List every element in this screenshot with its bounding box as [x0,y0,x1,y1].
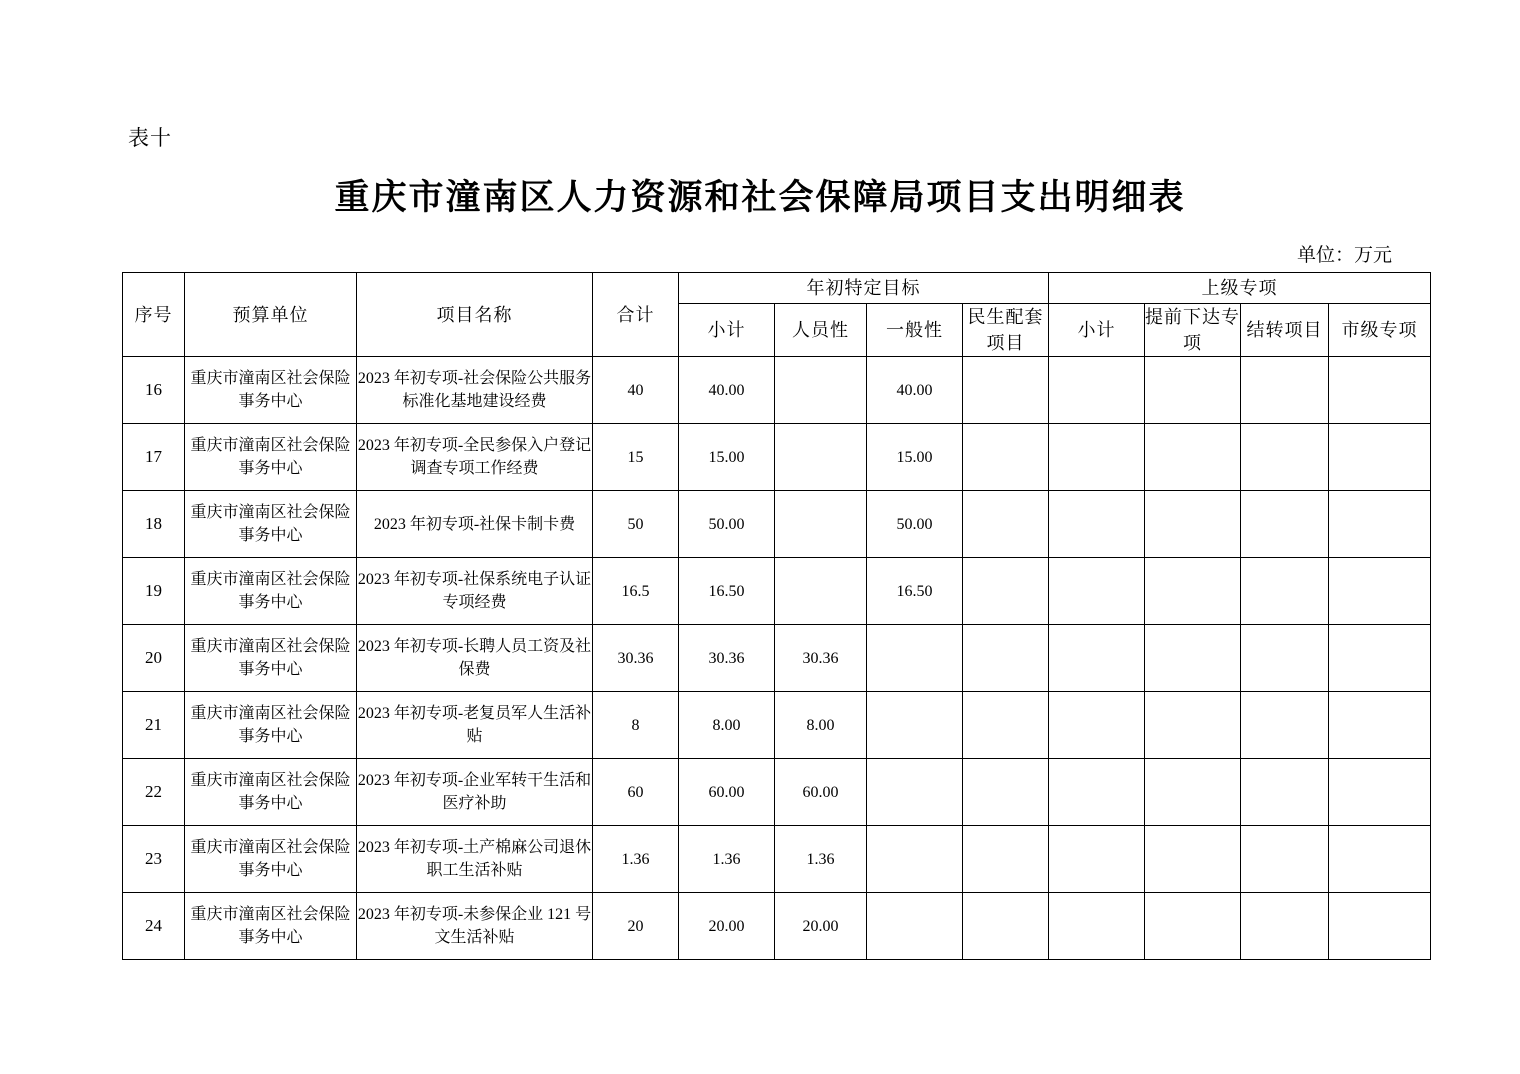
column-header-project-name: 项目名称 [357,273,593,357]
cell-advance-issued [1145,893,1241,960]
cell-total: 50 [593,491,679,558]
cell-advance-issued [1145,692,1241,759]
cell-budget-unit: 重庆市潼南区社会保险事务中心 [185,491,357,558]
cell-subtotal-a: 50.00 [679,491,775,558]
table-body [123,357,1431,960]
cell-city-special [1329,357,1431,424]
cell-personnel: 8.00 [775,692,867,759]
cell-project-name: 2023 年初专项-长聘人员工资及社保费 [357,625,593,692]
cell-subtotal-a: 20.00 [679,893,775,960]
cell-carryover [1241,625,1329,692]
cell-index: 19 [123,558,185,625]
cell-subtotal-b [1049,625,1145,692]
cell-advance-issued [1145,558,1241,625]
cell-city-special [1329,491,1431,558]
cell-budget-unit: 重庆市潼南区社会保险事务中心 [185,357,357,424]
cell-project-name: 2023 年初专项-社保卡制卡费 [357,491,593,558]
cell-budget-unit: 重庆市潼南区社会保险事务中心 [185,893,357,960]
table-label: 表十 [128,126,172,150]
cell-personnel [775,558,867,625]
cell-general: 50.00 [867,491,963,558]
cell-project-name: 2023 年初专项-企业军转干生活和医疗补助 [357,759,593,826]
column-header-city-special: 市级专项 [1329,304,1431,357]
column-header-subtotal-a: 小计 [679,304,775,357]
cell-index: 18 [123,491,185,558]
cell-personnel [775,491,867,558]
cell-index: 24 [123,893,185,960]
column-header-personnel: 人员性 [775,304,867,357]
cell-advance-issued [1145,491,1241,558]
column-header-general: 一般性 [867,304,963,357]
cell-subtotal-a: 30.36 [679,625,775,692]
cell-personnel [775,357,867,424]
column-header-minsheng: 民生配套项目 [963,304,1049,357]
table-row [123,491,1431,558]
table-row [123,759,1431,826]
cell-personnel: 60.00 [775,759,867,826]
cell-city-special [1329,826,1431,893]
cell-carryover [1241,692,1329,759]
cell-general: 15.00 [867,424,963,491]
cell-subtotal-b [1049,558,1145,625]
cell-total: 8 [593,692,679,759]
cell-advance-issued [1145,826,1241,893]
column-group-header-early-target: 年初特定目标 [679,273,1049,304]
cell-project-name: 2023 年初专项-土产棉麻公司退休职工生活补贴 [357,826,593,893]
cell-index: 23 [123,826,185,893]
column-header-budget-unit: 预算单位 [185,273,357,357]
cell-carryover [1241,558,1329,625]
cell-minsheng [963,357,1049,424]
cell-general: 16.50 [867,558,963,625]
cell-total: 20 [593,893,679,960]
cell-minsheng [963,826,1049,893]
cell-budget-unit: 重庆市潼南区社会保险事务中心 [185,558,357,625]
cell-city-special [1329,893,1431,960]
table-row [123,558,1431,625]
cell-minsheng [963,893,1049,960]
cell-minsheng [963,558,1049,625]
cell-subtotal-b [1049,692,1145,759]
cell-personnel: 30.36 [775,625,867,692]
cell-advance-issued [1145,625,1241,692]
cell-subtotal-b [1049,491,1145,558]
table-row [123,826,1431,893]
cell-general [867,893,963,960]
table-header [123,273,1431,357]
cell-total: 16.5 [593,558,679,625]
cell-index: 17 [123,424,185,491]
cell-subtotal-a: 16.50 [679,558,775,625]
cell-subtotal-b [1049,424,1145,491]
page-title: 重庆市潼南区人力资源和社会保障局项目支出明细表 [334,178,1186,217]
cell-subtotal-b [1049,357,1145,424]
cell-personnel: 20.00 [775,893,867,960]
cell-budget-unit: 重庆市潼南区社会保险事务中心 [185,692,357,759]
cell-budget-unit: 重庆市潼南区社会保险事务中心 [185,424,357,491]
table-row [123,357,1431,424]
cell-general [867,692,963,759]
cell-personnel: 1.36 [775,826,867,893]
cell-budget-unit: 重庆市潼南区社会保险事务中心 [185,759,357,826]
cell-advance-issued [1145,357,1241,424]
cell-carryover [1241,893,1329,960]
cell-total: 1.36 [593,826,679,893]
cell-city-special [1329,625,1431,692]
column-header-carryover: 结转项目 [1241,304,1329,357]
cell-subtotal-a: 40.00 [679,357,775,424]
cell-personnel [775,424,867,491]
column-header-subtotal-b: 小计 [1049,304,1145,357]
unit-note: 单位：万元 [1296,245,1392,266]
cell-subtotal-a: 15.00 [679,424,775,491]
cell-project-name: 2023 年初专项-全民参保入户登记调查专项工作经费 [357,424,593,491]
cell-budget-unit: 重庆市潼南区社会保险事务中心 [185,826,357,893]
cell-city-special [1329,558,1431,625]
cell-subtotal-a: 8.00 [679,692,775,759]
cell-total: 15 [593,424,679,491]
cell-carryover [1241,759,1329,826]
cell-city-special [1329,424,1431,491]
cell-subtotal-a: 1.36 [679,826,775,893]
cell-general [867,759,963,826]
cell-total: 30.36 [593,625,679,692]
cell-carryover [1241,424,1329,491]
cell-budget-unit: 重庆市潼南区社会保险事务中心 [185,625,357,692]
cell-general [867,826,963,893]
column-group-header-upper-special: 上级专项 [1049,273,1431,304]
column-header-index: 序号 [123,273,185,357]
cell-project-name: 2023 年初专项-未参保企业 121 号文生活补贴 [357,893,593,960]
table-row [123,893,1431,960]
cell-total: 60 [593,759,679,826]
cell-city-special [1329,692,1431,759]
cell-project-name: 2023 年初专项-老复员军人生活补贴 [357,692,593,759]
cell-project-name: 2023 年初专项-社会保险公共服务标准化基地建设经费 [357,357,593,424]
cell-project-name: 2023 年初专项-社保系统电子认证专项经费 [357,558,593,625]
cell-index: 21 [123,692,185,759]
cell-minsheng [963,491,1049,558]
cell-minsheng [963,692,1049,759]
table-row [123,625,1431,692]
cell-subtotal-a: 60.00 [679,759,775,826]
cell-index: 22 [123,759,185,826]
table-row [123,692,1431,759]
column-header-total: 合计 [593,273,679,357]
expenditure-detail-table [122,272,1431,960]
cell-carryover [1241,491,1329,558]
cell-total: 40 [593,357,679,424]
cell-index: 16 [123,357,185,424]
table-row [123,424,1431,491]
cell-subtotal-b [1049,759,1145,826]
cell-minsheng [963,759,1049,826]
cell-minsheng [963,625,1049,692]
cell-advance-issued [1145,424,1241,491]
column-header-advance-issued: 提前下达专项 [1145,304,1241,357]
cell-subtotal-b [1049,826,1145,893]
cell-advance-issued [1145,759,1241,826]
cell-index: 20 [123,625,185,692]
cell-general: 40.00 [867,357,963,424]
cell-carryover [1241,826,1329,893]
cell-subtotal-b [1049,893,1145,960]
cell-city-special [1329,759,1431,826]
cell-general [867,625,963,692]
cell-minsheng [963,424,1049,491]
cell-carryover [1241,357,1329,424]
